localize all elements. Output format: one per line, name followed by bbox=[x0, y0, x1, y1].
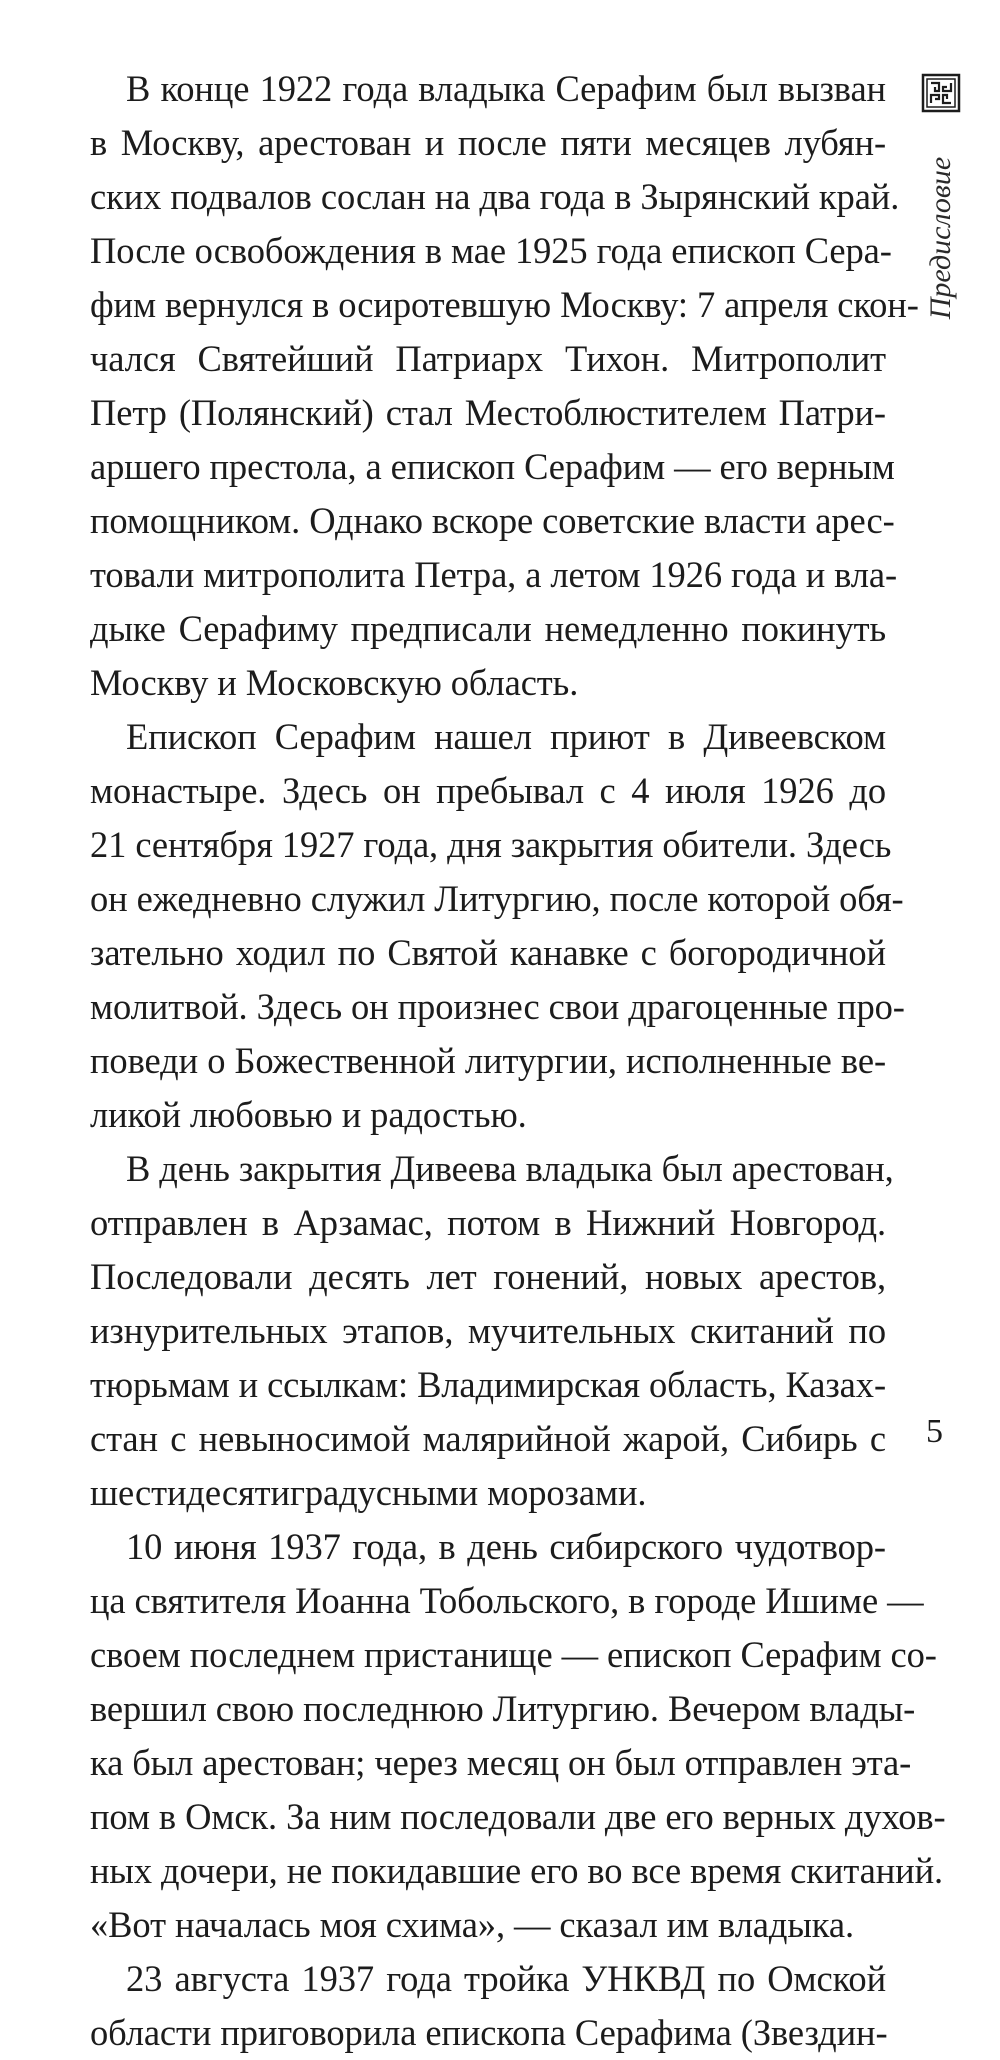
text-line: тюрьмам и ссылкам: Владимирская область, Казах- bbox=[90, 1364, 886, 1405]
text-line: ца святителя Иоанна Тобольского, в городе Ишиме — bbox=[90, 1580, 924, 1621]
text-line: ликой любовью и радостью. bbox=[90, 1094, 527, 1135]
text-line: аршего престола, а епископ Серафим — его верным bbox=[90, 446, 895, 487]
text-line: ных дочери, не покидавшие его во все время скитаний. bbox=[90, 1850, 944, 1891]
text-line: 10 июня 1937 года, в день сибирского чудотвор- bbox=[126, 1526, 886, 1567]
text-line: дыке Серафиму предписали немедленно покинуть bbox=[90, 608, 886, 649]
text-line: товали митрополита Петра, а летом 1926 года и вла- bbox=[90, 554, 898, 595]
text-line: в Москву, арестован и после пяти месяцев лубян- bbox=[90, 122, 886, 163]
text-line: После освобождения в мае 1925 года епископ Сера- bbox=[90, 230, 892, 271]
text-line: своем последнем пристанище — епископ Серафим со- bbox=[90, 1634, 937, 1675]
text-line: чался Святейший Патриарх Тихон. Митрополит bbox=[90, 338, 886, 379]
text-line: В конце 1922 года владыка Серафим был вызван bbox=[126, 68, 886, 109]
text-line: области приговорила епископа Серафима (Звездин- bbox=[90, 2012, 888, 2053]
text-line: помощником. Однако вскоре советские власти арес- bbox=[90, 500, 895, 541]
text-line: пом в Омск. За ним последовали две его верных духов- bbox=[90, 1796, 946, 1837]
text-line: поведи о Божественной литургии, исполненные ве- bbox=[90, 1040, 886, 1081]
text-line: Епископ Серафим нашел приют в Дивеевском bbox=[126, 716, 886, 757]
text-line: вершил свою последнюю Литургию. Вечером влады- bbox=[90, 1688, 916, 1729]
text-line: 23 августа 1937 года тройка УНКВД по Омской bbox=[126, 1958, 886, 1999]
text-line: ских подвалов сослан на два года в Зырянский край. bbox=[90, 176, 900, 217]
text-line: «Вот началась моя схима», — сказал им владыка. bbox=[90, 1904, 855, 1945]
text-line: стан с невыносимой малярийной жарой, Сибирь с bbox=[90, 1418, 886, 1459]
square-meander-ornament-icon bbox=[922, 74, 960, 112]
text-line: Последовали десять лет гонений, новых арестов, bbox=[90, 1256, 886, 1297]
text-line: молитвой. Здесь он произнес свои драгоценные про- bbox=[90, 986, 905, 1027]
running-head: Предисловие bbox=[924, 156, 957, 320]
text-line: фим вернулся в осиротевшую Москву: 7 апреля скон- bbox=[90, 284, 919, 325]
text-line: шестидесятиградусными морозами. bbox=[90, 1472, 647, 1513]
text-line: В день закрытия Дивеева владыка был арестован, bbox=[126, 1148, 894, 1189]
page-number: 5 bbox=[926, 1413, 943, 1450]
text-line: 21 сентября 1927 года, дня закрытия обители. Здесь bbox=[90, 824, 892, 865]
text-line: монастыре. Здесь он пребывал с 4 июля 1926 до bbox=[90, 770, 886, 811]
text-line: ка был арестован; через месяц он был отправлен эта- bbox=[90, 1742, 912, 1783]
text-line: Москву и Московскую область. bbox=[90, 662, 579, 703]
text-line: он ежедневно служил Литургию, после которой обя- bbox=[90, 878, 904, 919]
text-line: Петр (Полянский) стал Местоблюстителем Патри- bbox=[90, 392, 886, 433]
text-line: зательно ходил по Святой канавке с богородичной bbox=[90, 932, 886, 973]
text-line: отправлен в Арзамас, потом в Нижний Новгород. bbox=[90, 1202, 886, 1243]
text-line: изнурительных этапов, мучительных скитаний по bbox=[90, 1310, 886, 1351]
